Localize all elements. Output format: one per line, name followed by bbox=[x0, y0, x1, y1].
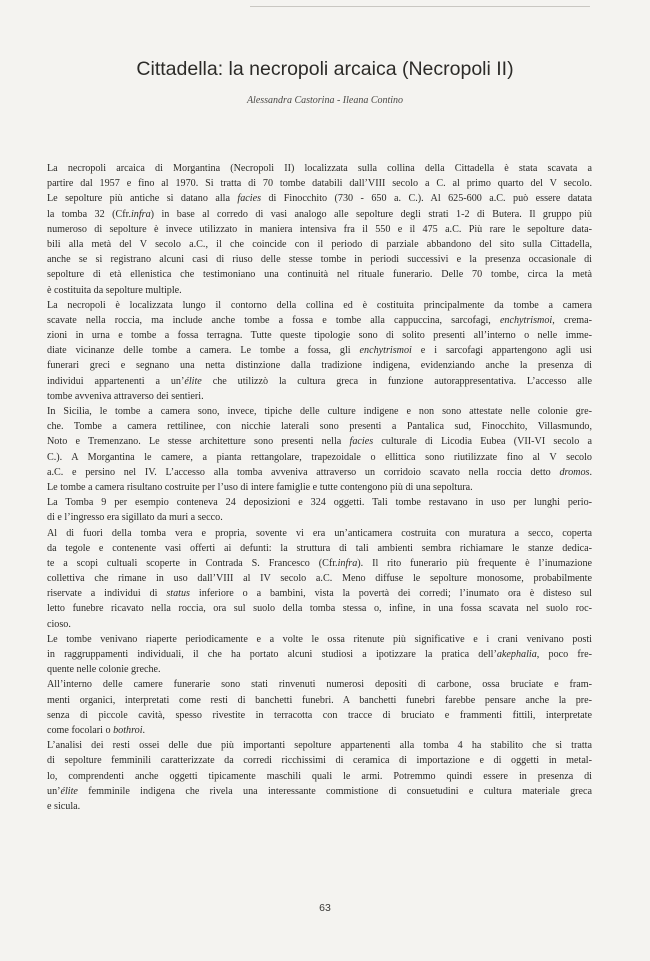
text-line: di sepolture femminili caratterizzate da corredi ricchissimi di ceramica di importazione e di oggetti in metal- bbox=[47, 755, 592, 767]
text-line: diate vicinanze delle tombe a camera. Le tombe a fossa, gli enchytrismoi e i sarcofagi appartengono agli usi bbox=[47, 345, 592, 357]
article-authors: Alessandra Castorina - Ileana Contino bbox=[246, 95, 404, 106]
text-line: cioso. bbox=[47, 618, 71, 630]
text-line: anche se si registrano alcuni casi di riuso delle stesse tombe in periodi successivi e la presenza occasionale di bbox=[47, 254, 592, 266]
text-line: zioni in urna e tombe a fossa terragna. Tutte queste tipologie sono di solito presenti all’interno o nelle imme- bbox=[47, 330, 592, 342]
text-line: C.). A Morgantina le camere, a pianta rettangolare, trapezoidale o ellittica sono riutilizzate fino al V secolo bbox=[47, 451, 592, 463]
page-number: 63 bbox=[319, 902, 331, 914]
text-line: e sicula. bbox=[47, 800, 81, 812]
text-line: Le tombe venivano riaperte periodicamente e a volte le ossa ritenute più significative e i crani venivano posti bbox=[47, 633, 592, 645]
text-line: partire dal 1957 e fino al 1970. Si tratta di 70 tombe databili dall’VIII secolo a C. al primo quarto del V secolo. bbox=[47, 178, 592, 190]
text-line: da tegole e contenente vasi offerti ai defunti: la struttura di tali ambienti sembra richiamare le stanze dedica- bbox=[47, 542, 592, 554]
text-line: Al di fuori della tomba vera e propria, sovente vi era un’anticamera costruita con muratura a secco, coperta bbox=[47, 527, 592, 539]
text-line: L’analisi dei resti ossei delle due più importanti sepolture appartenenti alla tomba 4 ha stabilito che si tratta bbox=[47, 740, 592, 752]
text-line: La Tomba 9 per esempio conteneva 24 deposizioni e 324 oggetti. Tali tombe restavano in uso per lunghi perio- bbox=[47, 497, 592, 509]
text-line: quente nelle colonie greche. bbox=[47, 664, 161, 676]
text-line: la tomba 32 (Cfr.infra) in base al corredo di vasi analogo alle sepolture degli strati 1-2 di Butera. Il gruppo più bbox=[47, 208, 592, 220]
text-line: come focolari o bothroi. bbox=[47, 724, 146, 736]
text-line: bili alla metà del V secolo a.C., il che coincide con il periodo di parziale abbandono del sito sulla Cittadella, bbox=[47, 238, 592, 250]
text-line: funerari greci e segnano una netta distinzione dalla tradizione indigena, evidenziando anche la presenza di bbox=[47, 360, 592, 372]
text-line: individui appartenenti a un’élite che utilizzò la cultura greca in funzione autorappresentativa. L’accesso alle bbox=[47, 375, 593, 387]
text-line: collettiva che rimane in uso dall’VIII al IV secolo a.C. Meno diffuse le sepolture monosome, probabilmente bbox=[47, 573, 592, 585]
text-line: sepolture di età ellenistica che testimoniano una continuità nel rituale funerario. Delle 70 tombe, circa la metà bbox=[47, 269, 592, 281]
text-line: In Sicilia, le tombe a camera sono, invece, tipiche delle culture indigene e non sono attestate nelle colonie gre- bbox=[47, 406, 592, 417]
text-line: letto funebre ricavato nella roccia, ora sul suolo della tomba stessa o, infine, in una fossa scavata nel suolo roc- bbox=[47, 603, 592, 615]
text-line: è costituita da sepolture multiple. bbox=[47, 284, 182, 296]
text-line: lo, comprendenti anche oggetti tipicamente maschili quali le armi. Potremmo quindi essere in presenza di bbox=[47, 770, 592, 782]
text-line: Le tombe a camera risultano costruite per l’uso di intere famiglie e tutte contengono più di una sepoltura. bbox=[47, 481, 473, 493]
text-line: riservate a individui di status inferiore o a bambini, vista la povertà dei corredi; l’inumato ora è disteso sul bbox=[47, 588, 592, 600]
text-line: in raggruppamenti individuali, il che ha portato alcuni studiosi a ipotizzare la pratica dell’akephalia, poco fre- bbox=[47, 649, 592, 660]
text-line: numeroso di sepolture è invece utilizzato in maniera intensiva fra il 550 e il 475 a.C. Più rare le sepolture data- bbox=[47, 223, 592, 235]
article-title: Cittadella: la necropoli arcaica (Necropoli II) bbox=[136, 58, 514, 80]
text-line: La necropoli è localizzata lungo il contorno della collina ed è costituita principalmente da tombe a camera bbox=[47, 299, 592, 311]
text-line: a.C. e persino nel IV. L’accesso alla tomba avveniva attraverso un corridoio scavato nella roccia detto dromos. bbox=[47, 466, 592, 478]
text-line: tombe avveniva attraverso dei sentieri. bbox=[47, 390, 204, 402]
text-line: un’élite femminile indigena che rivela una interessante commistione di consuetudini e cultura materiale greca bbox=[47, 785, 592, 797]
text-line: Le sepolture più antiche si datano alla facies di Finocchito (730 - 650 a. C.). Al 625-600 a.C. può essere datata bbox=[47, 193, 592, 205]
text-line: All’interno delle camere funerarie sono stati rinvenuti numerosi depositi di carbone, ossa bruciate e fram- bbox=[47, 679, 592, 691]
text-line: scavate nella roccia, ma include anche tombe a fossa e tombe alla cappuccina, sarcofagi, enchytrismoi, crema- bbox=[47, 314, 593, 326]
text-line: di e l’ingresso era sigillato da muri a secco. bbox=[47, 512, 223, 524]
text-line: La necropoli arcaica di Morgantina (Necropoli II) localizzata sulla collina della Cittadella è stata scavata a bbox=[47, 163, 592, 174]
article-body bbox=[47, 161, 592, 814]
text-line: Noto e Tremenzano. Le stesse architetture sono presenti nella facies culturale di Licodia Eubea (VII-VI secolo a bbox=[47, 436, 592, 448]
text-line: senza di piccole cavità, spesso rivestite in terracotta con tracce di bruciato e frammenti fittili, interpretate bbox=[47, 709, 592, 721]
text-line: che. Tombe a camera rettilinee, con nicchie laterali sono presenti a Pantalica sud, Finocchito, Villasmundo, bbox=[47, 421, 592, 433]
text-line: menti organici, interpretati come resti di banchetti funebri. A banchetti funebri farebbe pensare anche la pre- bbox=[47, 694, 592, 706]
text-line: te a scopi cultuali scoperte in Contrada S. Francesco (Cfr.infra). Il rito funerario più frequente è l’inumazione bbox=[47, 557, 593, 569]
header-rule bbox=[250, 6, 590, 7]
